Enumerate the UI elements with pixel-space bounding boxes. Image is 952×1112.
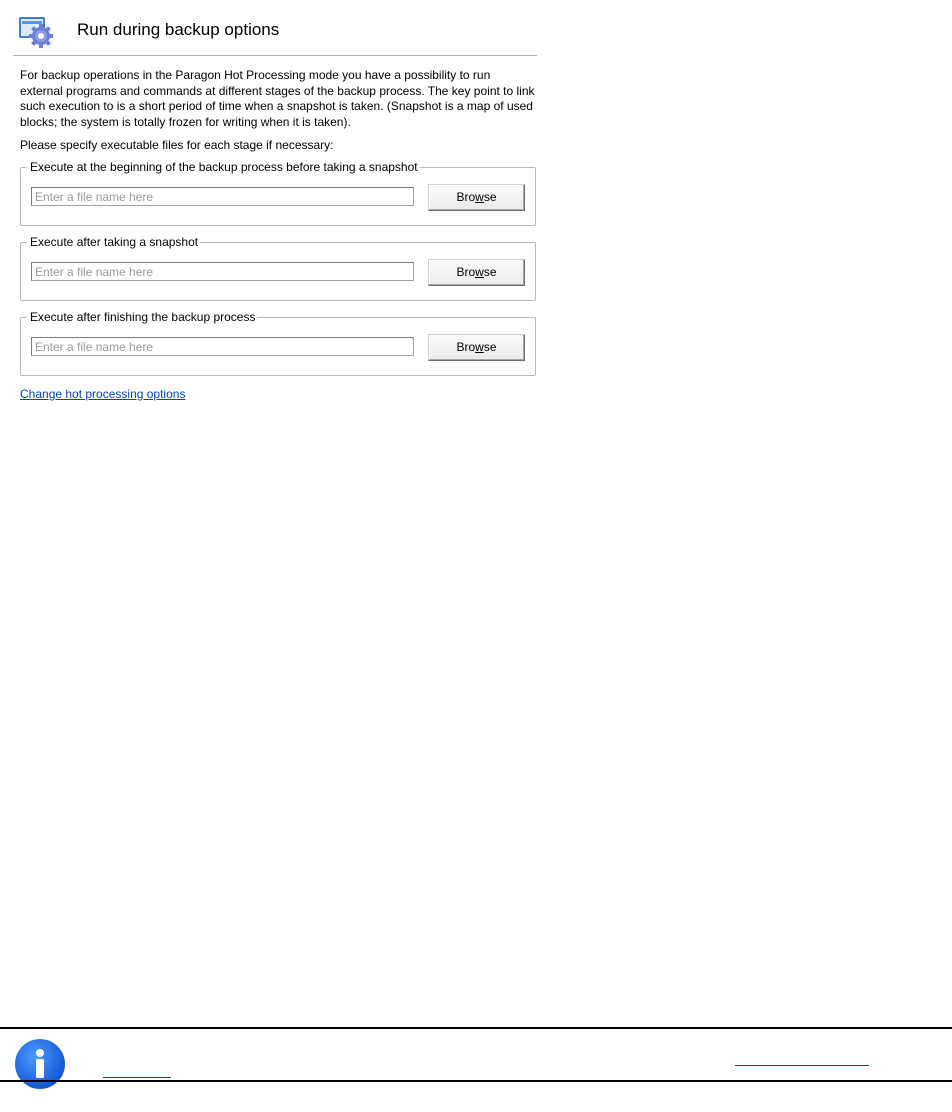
change-hot-processing-link[interactable]: Change hot processing options [20,387,186,401]
group-legend: Execute after taking a snapshot [27,234,200,250]
browse-label-start: Bro [456,340,476,354]
note-link-continued[interactable] [103,1070,171,1078]
browse-label-start: Bro [456,265,476,279]
browse-button[interactable] [428,259,525,286]
browse-label-accel: w [475,265,484,279]
gear-settings-icon [19,16,53,48]
browse-label-end: se [483,265,497,279]
description-text: For backup operations in the Paragon Hot Processing mode you have a possibility to run external programs and commands at different stages of the backup process. The key point to link such execution to is a short period of time when a snapshot is taken. (Snapshot is a map of used blocks; the system is totally frozen for writing when it is taken). [20,68,535,129]
group-after-snapshot [20,235,536,301]
browse-button[interactable] [428,184,525,211]
browse-label-accel: w [475,340,484,354]
browse-label-end: se [483,340,497,354]
browse-label-accel: w [475,190,484,204]
info-icon [14,1038,66,1090]
prompt-text: Please specify executable files for each stage if necessary: [20,138,334,152]
note-bottom-rule [0,1080,952,1082]
page-title: Run during backup options [77,20,280,39]
panel-header [13,10,537,56]
group-before-snapshot [20,160,536,226]
group-after-backup [20,310,536,376]
note-link[interactable] [735,1051,869,1066]
run-during-backup-panel [13,10,537,403]
group-legend: Execute at the beginning of the backup process before taking a snapshot [27,159,420,175]
before-snapshot-file-input[interactable] [31,187,414,206]
browse-label-start: Bro [456,190,476,204]
note-top-rule [0,1027,952,1029]
group-legend: Execute after finishing the backup process [27,309,257,325]
browse-label-end: se [483,190,497,204]
after-backup-file-input[interactable] [31,337,414,356]
after-snapshot-file-input[interactable] [31,262,414,281]
browse-button[interactable] [428,334,525,361]
